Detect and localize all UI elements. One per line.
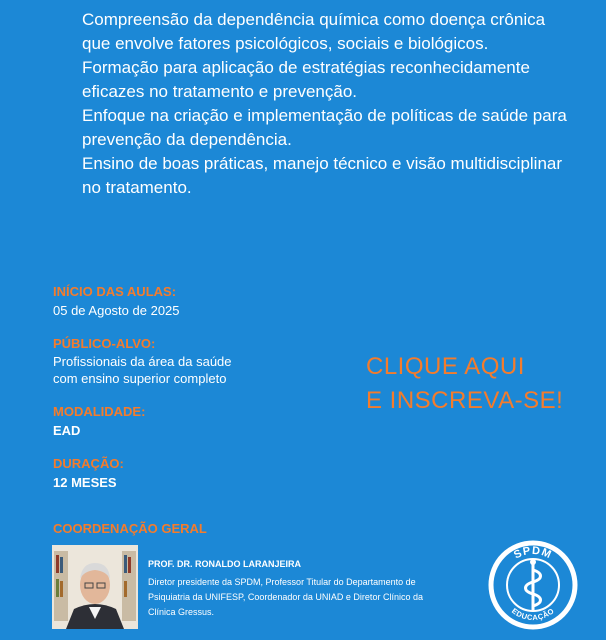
- differentials-list: [82, 8, 572, 200]
- cta-line1: CLIQUE AQUI: [366, 353, 525, 380]
- start-value: 05 de Agosto de 2025: [53, 303, 180, 318]
- duration-section: [53, 456, 124, 491]
- logo-top-text: SPDM: [512, 544, 554, 562]
- audience-label: PÚBLICO-ALVO:: [53, 336, 156, 351]
- audience-value-line2: com ensino superior completo: [53, 371, 227, 386]
- audience-section: [53, 336, 232, 387]
- differential-item: Enfoque na criação e implementação de políticas de saúde para prevenção da dependência.: [82, 106, 567, 149]
- signup-cta-link[interactable]: [366, 350, 563, 418]
- differential-item: Formação para aplicação de estratégias reconhecidamente eficazes no tratamento e prevenção.: [82, 58, 530, 101]
- mode-label: MODALIDADE:: [53, 404, 146, 419]
- duration-value: 12 MESES: [53, 475, 117, 490]
- differential-item: Compreensão da dependência química como doença crônica que envolve fatores psicológicos, sociais e biológicos.: [82, 10, 546, 53]
- mode-value: EAD: [53, 423, 81, 438]
- start-label: INÍCIO DAS AULAS:: [53, 284, 177, 299]
- start-section: [53, 284, 180, 319]
- duration-label: DURAÇÃO:: [53, 456, 124, 471]
- differential-item: Ensino de boas práticas, manejo técnico e visão multidisciplinar no tratamento.: [82, 154, 563, 197]
- cta-line2: E INSCREVA-SE!: [366, 387, 564, 414]
- coordinator-name: PROF. DR. RONALDO LARANJEIRA: [148, 559, 302, 569]
- coordinator-photo: [52, 545, 138, 629]
- audience-value-line1: Profissionais da área da saúde: [53, 354, 232, 369]
- spdm-logo: [488, 540, 578, 630]
- coordination-label: COORDENAÇÃO GERAL: [53, 521, 207, 536]
- coordinator-description: Diretor presidente da SPDM, Professor Titular do Departamento de Psiquiatria da UNIFESP, Coordenador da UNIAD e Diretor Clínico da Clínica Gressus.: [148, 577, 423, 617]
- mode-section: [53, 404, 145, 439]
- logo-bottom-text: EDUCAÇÃO: [510, 606, 556, 623]
